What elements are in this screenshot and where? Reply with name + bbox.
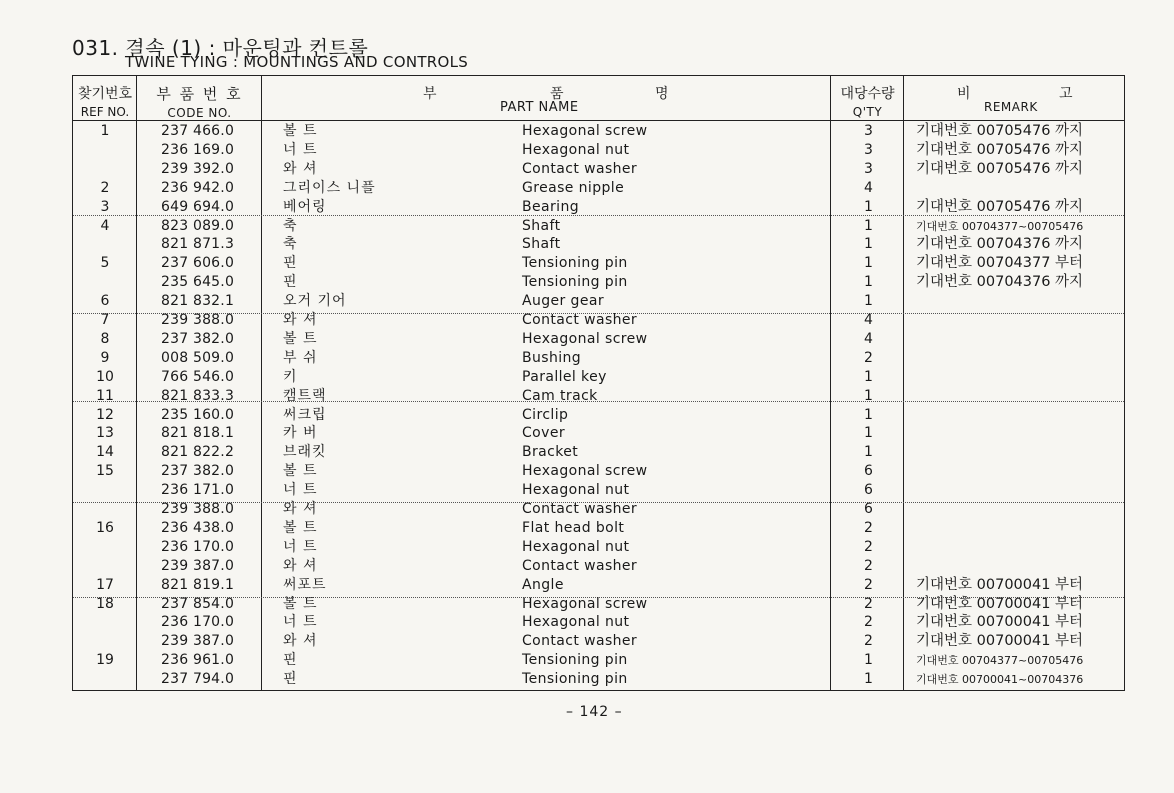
korean-name-cell: 와 셔 bbox=[283, 633, 318, 650]
part-name-cell: Tensioning pin bbox=[522, 671, 628, 688]
code-cell: 239 388.0 bbox=[161, 312, 235, 328]
table-row bbox=[73, 122, 1124, 141]
table-row bbox=[73, 481, 1124, 500]
qty-cell: 2 bbox=[864, 576, 873, 593]
korean-name-cell: 축 bbox=[283, 236, 298, 253]
code-cell: 236 171.0 bbox=[161, 482, 235, 499]
korean-name-cell: 핀 bbox=[283, 255, 298, 272]
code-header bbox=[137, 76, 262, 121]
code-cell: 236 438.0 bbox=[161, 519, 235, 536]
remark-header-ko-2: 고 bbox=[1059, 86, 1073, 102]
part-name-cell: Grease nipple bbox=[522, 179, 625, 196]
remark-cell: 기대번호 00704376 까지 bbox=[916, 274, 1084, 291]
code-cell: 766 546.0 bbox=[161, 368, 235, 385]
qty-cell: 3 bbox=[864, 141, 873, 158]
code-cell: 236 942.0 bbox=[161, 179, 235, 196]
korean-name-cell: 그리이스 니플 bbox=[283, 179, 376, 196]
qty-cell: 6 bbox=[864, 463, 873, 480]
qty-cell: 1 bbox=[864, 387, 873, 404]
ref-cell: 6 bbox=[100, 293, 110, 310]
korean-name-cell: 카 버 bbox=[283, 425, 318, 442]
ref-cell: 11 bbox=[96, 387, 114, 404]
table-row bbox=[73, 217, 1124, 236]
remark-cell: 기대번호 00704377 부터 bbox=[916, 255, 1084, 272]
korean-name-cell: 핀 bbox=[283, 274, 298, 291]
korean-name-cell: 볼 트 bbox=[283, 330, 318, 347]
korean-name-cell: 볼 트 bbox=[283, 463, 318, 480]
table-row bbox=[73, 235, 1124, 254]
table-row bbox=[73, 651, 1124, 670]
korean-name-cell: 너 트 bbox=[283, 482, 318, 499]
table-row bbox=[73, 613, 1124, 632]
table-row bbox=[73, 576, 1124, 595]
korean-name-cell: 써크립 bbox=[283, 406, 327, 423]
table-row bbox=[73, 424, 1124, 443]
remark-header bbox=[904, 76, 1124, 121]
remark-cell: 기대번호 00705476 까지 bbox=[916, 141, 1084, 158]
table-row bbox=[73, 311, 1124, 330]
part-header-ko-2: 품 bbox=[550, 86, 564, 102]
ref-cell: 5 bbox=[100, 255, 110, 272]
code-cell: 821 819.1 bbox=[161, 576, 235, 593]
part-name-header bbox=[262, 76, 831, 121]
part-name-cell: Auger gear bbox=[522, 293, 604, 310]
part-name-cell: Contact washer bbox=[522, 501, 638, 517]
qty-cell: 3 bbox=[864, 160, 873, 177]
qty-cell: 1 bbox=[864, 198, 873, 215]
code-header-en: CODE NO. bbox=[167, 106, 232, 120]
table-row bbox=[73, 406, 1124, 425]
ref-cell: 3 bbox=[100, 198, 110, 215]
code-cell: 237 382.0 bbox=[161, 463, 235, 480]
code-cell: 008 509.0 bbox=[161, 349, 235, 366]
code-cell: 823 089.0 bbox=[161, 217, 235, 234]
qty-cell: 1 bbox=[864, 274, 873, 291]
qty-cell: 2 bbox=[864, 595, 873, 612]
part-name-cell: Shaft bbox=[522, 236, 561, 253]
qty-cell: 2 bbox=[864, 614, 873, 631]
korean-name-cell: 와 셔 bbox=[283, 312, 318, 328]
part-name-cell: Shaft bbox=[522, 217, 561, 234]
remark-cell: 기대번호 00700041 부터 bbox=[916, 576, 1084, 593]
part-name-cell: Bracket bbox=[522, 444, 579, 461]
table-row bbox=[73, 368, 1124, 387]
part-name-cell: Angle bbox=[522, 576, 564, 593]
korean-name-cell: 핀 bbox=[283, 652, 298, 669]
table-row bbox=[73, 500, 1124, 519]
ref-header-en: REF NO. bbox=[80, 105, 130, 119]
remark-cell: 기대번호 00704377~00705476 bbox=[916, 654, 1084, 668]
code-cell: 237 606.0 bbox=[161, 255, 235, 272]
remark-cell: 기대번호 00705476 까지 bbox=[916, 198, 1084, 215]
code-cell: 239 388.0 bbox=[161, 501, 235, 517]
qty-cell: 1 bbox=[864, 444, 873, 461]
qty-cell: 2 bbox=[864, 557, 873, 574]
table-row bbox=[73, 443, 1124, 462]
korean-name-cell: 와 셔 bbox=[283, 501, 318, 517]
code-cell: 821 871.3 bbox=[161, 236, 235, 253]
korean-name-cell: 브래킷 bbox=[283, 444, 327, 461]
korean-name-cell: 오거 기어 bbox=[283, 293, 347, 310]
remark-cell: 기대번호 00704377~00705476 bbox=[916, 219, 1084, 233]
page-number: – 142 – bbox=[566, 704, 623, 720]
table-row bbox=[73, 670, 1124, 689]
code-cell: 237 466.0 bbox=[161, 123, 235, 139]
ref-cell: 15 bbox=[96, 463, 114, 480]
qty-cell: 4 bbox=[864, 179, 873, 196]
korean-name-cell: 너 트 bbox=[283, 141, 318, 158]
korean-name-cell: 핀 bbox=[283, 671, 298, 688]
qty-cell: 1 bbox=[864, 217, 873, 234]
remark-cell: 기대번호 00704376 까지 bbox=[916, 236, 1084, 253]
qty-cell: 6 bbox=[864, 501, 873, 517]
qty-header-en: Q'TY bbox=[852, 105, 883, 119]
qty-header bbox=[831, 76, 904, 121]
qty-cell: 3 bbox=[864, 123, 873, 139]
ref-cell: 16 bbox=[96, 519, 114, 536]
part-name-cell: Flat head bolt bbox=[522, 519, 625, 536]
qty-cell: 1 bbox=[864, 652, 873, 669]
part-name-cell: Hexagonal screw bbox=[522, 330, 648, 347]
table-row bbox=[73, 557, 1124, 576]
qty-cell: 6 bbox=[864, 482, 873, 499]
table-row bbox=[73, 538, 1124, 557]
qty-cell: 1 bbox=[864, 293, 873, 310]
table-row bbox=[73, 462, 1124, 481]
qty-cell: 1 bbox=[864, 255, 873, 272]
part-name-cell: Hexagonal nut bbox=[522, 482, 630, 499]
part-name-cell: Parallel key bbox=[522, 368, 607, 385]
part-header-en: PART NAME bbox=[500, 100, 579, 115]
qty-cell: 2 bbox=[864, 633, 873, 650]
part-name-cell: Cam track bbox=[522, 387, 598, 404]
code-cell: 236 961.0 bbox=[161, 652, 235, 669]
code-cell: 239 387.0 bbox=[161, 557, 235, 574]
code-cell: 239 387.0 bbox=[161, 633, 235, 650]
part-name-cell: Tensioning pin bbox=[522, 274, 628, 291]
part-name-cell: Circlip bbox=[522, 406, 569, 423]
table-row bbox=[73, 179, 1124, 198]
table-row bbox=[73, 160, 1124, 179]
remark-cell: 기대번호 00700041 부터 bbox=[916, 633, 1084, 650]
part-name-cell: Tensioning pin bbox=[522, 255, 628, 272]
ref-cell: 17 bbox=[96, 576, 114, 593]
table-row bbox=[73, 141, 1124, 160]
korean-name-cell: 키 bbox=[283, 368, 298, 385]
table-row bbox=[73, 387, 1124, 406]
part-name-cell: Contact washer bbox=[522, 633, 638, 650]
code-cell: 235 645.0 bbox=[161, 274, 235, 291]
parts-table bbox=[72, 75, 1125, 691]
title-korean: 031. 결속 (1) : 마운팅과 컨트롤 bbox=[72, 36, 369, 60]
code-cell: 239 392.0 bbox=[161, 160, 235, 177]
part-name-cell: Hexagonal nut bbox=[522, 141, 630, 158]
code-cell: 235 160.0 bbox=[161, 406, 235, 423]
table-row bbox=[73, 595, 1124, 614]
table-row bbox=[73, 330, 1124, 349]
table-row bbox=[73, 273, 1124, 292]
ref-cell: 18 bbox=[96, 595, 114, 612]
part-name-cell: Cover bbox=[522, 425, 565, 442]
part-header-ko-1: 부 bbox=[423, 86, 437, 102]
qty-cell: 1 bbox=[864, 368, 873, 385]
qty-cell: 2 bbox=[864, 538, 873, 555]
ref-cell: 19 bbox=[96, 652, 114, 669]
code-cell: 821 818.1 bbox=[161, 425, 235, 442]
ref-cell: 9 bbox=[100, 349, 110, 366]
korean-name-cell: 부 쉬 bbox=[283, 349, 318, 366]
title-english: TWINE TYING : MOUNTINGS AND CONTROLS bbox=[125, 53, 469, 71]
qty-cell: 1 bbox=[864, 236, 873, 253]
korean-name-cell: 캠트랙 bbox=[283, 387, 327, 404]
qty-cell: 1 bbox=[864, 406, 873, 423]
code-cell: 821 833.3 bbox=[161, 387, 235, 404]
code-cell: 649 694.0 bbox=[161, 198, 235, 215]
korean-name-cell: 볼 트 bbox=[283, 595, 318, 612]
code-cell: 237 382.0 bbox=[161, 330, 235, 347]
part-name-cell: Contact washer bbox=[522, 312, 638, 328]
table-row bbox=[73, 292, 1124, 311]
code-cell: 236 170.0 bbox=[161, 538, 235, 555]
table-row bbox=[73, 349, 1124, 368]
korean-name-cell: 와 셔 bbox=[283, 160, 318, 177]
code-cell: 237 794.0 bbox=[161, 671, 235, 688]
table-row bbox=[73, 254, 1124, 273]
part-name-cell: Tensioning pin bbox=[522, 652, 628, 669]
ref-cell: 14 bbox=[96, 444, 114, 461]
code-header-ko: 부 품 번 호 bbox=[156, 85, 243, 103]
part-name-cell: Hexagonal screw bbox=[522, 463, 648, 480]
remark-cell: 기대번호 00700041~00704376 bbox=[916, 673, 1084, 687]
remark-header-ko-1: 비 bbox=[957, 86, 971, 102]
part-name-cell: Hexagonal screw bbox=[522, 123, 648, 139]
ref-header bbox=[73, 76, 137, 121]
ref-cell: 8 bbox=[100, 330, 110, 347]
part-name-cell: Hexagonal nut bbox=[522, 538, 630, 555]
code-cell: 236 170.0 bbox=[161, 614, 235, 631]
qty-cell: 2 bbox=[864, 349, 873, 366]
code-cell: 821 832.1 bbox=[161, 293, 235, 310]
remark-cell: 기대번호 00705476 까지 bbox=[916, 123, 1084, 139]
ref-cell: 13 bbox=[96, 425, 114, 442]
korean-name-cell: 써포트 bbox=[283, 576, 327, 593]
qty-cell: 2 bbox=[864, 519, 873, 536]
qty-cell: 1 bbox=[864, 425, 873, 442]
part-name-cell: Contact washer bbox=[522, 160, 638, 177]
table-row bbox=[73, 519, 1124, 538]
qty-header-ko: 대당수량 bbox=[840, 86, 895, 102]
korean-name-cell: 축 bbox=[283, 217, 298, 234]
code-cell: 236 169.0 bbox=[161, 141, 235, 158]
ref-cell: 1 bbox=[100, 123, 110, 139]
part-name-cell: Hexagonal nut bbox=[522, 614, 630, 631]
remark-cell: 기대번호 00705476 까지 bbox=[916, 160, 1084, 177]
table-header bbox=[73, 76, 1124, 121]
korean-name-cell: 너 트 bbox=[283, 614, 318, 631]
remark-cell: 기대번호 00700041 부터 bbox=[916, 614, 1084, 631]
ref-cell: 7 bbox=[100, 312, 110, 328]
korean-name-cell: 와 셔 bbox=[283, 557, 318, 574]
qty-cell: 4 bbox=[864, 330, 873, 347]
ref-cell: 10 bbox=[96, 368, 114, 385]
ref-cell: 2 bbox=[100, 179, 110, 196]
part-name-cell: Bearing bbox=[522, 198, 580, 215]
ref-cell: 4 bbox=[100, 217, 110, 234]
korean-name-cell: 볼 트 bbox=[283, 123, 318, 139]
code-cell: 821 822.2 bbox=[161, 444, 235, 461]
part-header-ko-3: 명 bbox=[655, 86, 669, 102]
korean-name-cell: 너 트 bbox=[283, 538, 318, 555]
part-name-cell: Hexagonal screw bbox=[522, 595, 648, 612]
part-name-cell: Contact washer bbox=[522, 557, 638, 574]
qty-cell: 4 bbox=[864, 312, 873, 328]
code-cell: 237 854.0 bbox=[161, 595, 235, 612]
ref-cell: 12 bbox=[96, 406, 114, 423]
remark-cell: 기대번호 00700041 부터 bbox=[916, 595, 1084, 612]
korean-name-cell: 볼 트 bbox=[283, 519, 318, 536]
remark-header-en: REMARK bbox=[984, 100, 1038, 114]
ref-header-ko: 찾기번호 bbox=[77, 86, 133, 102]
qty-cell: 1 bbox=[864, 671, 873, 688]
table-row bbox=[73, 632, 1124, 651]
korean-name-cell: 베어링 bbox=[283, 198, 327, 215]
part-name-cell: Bushing bbox=[522, 349, 582, 366]
table-row bbox=[73, 198, 1124, 217]
